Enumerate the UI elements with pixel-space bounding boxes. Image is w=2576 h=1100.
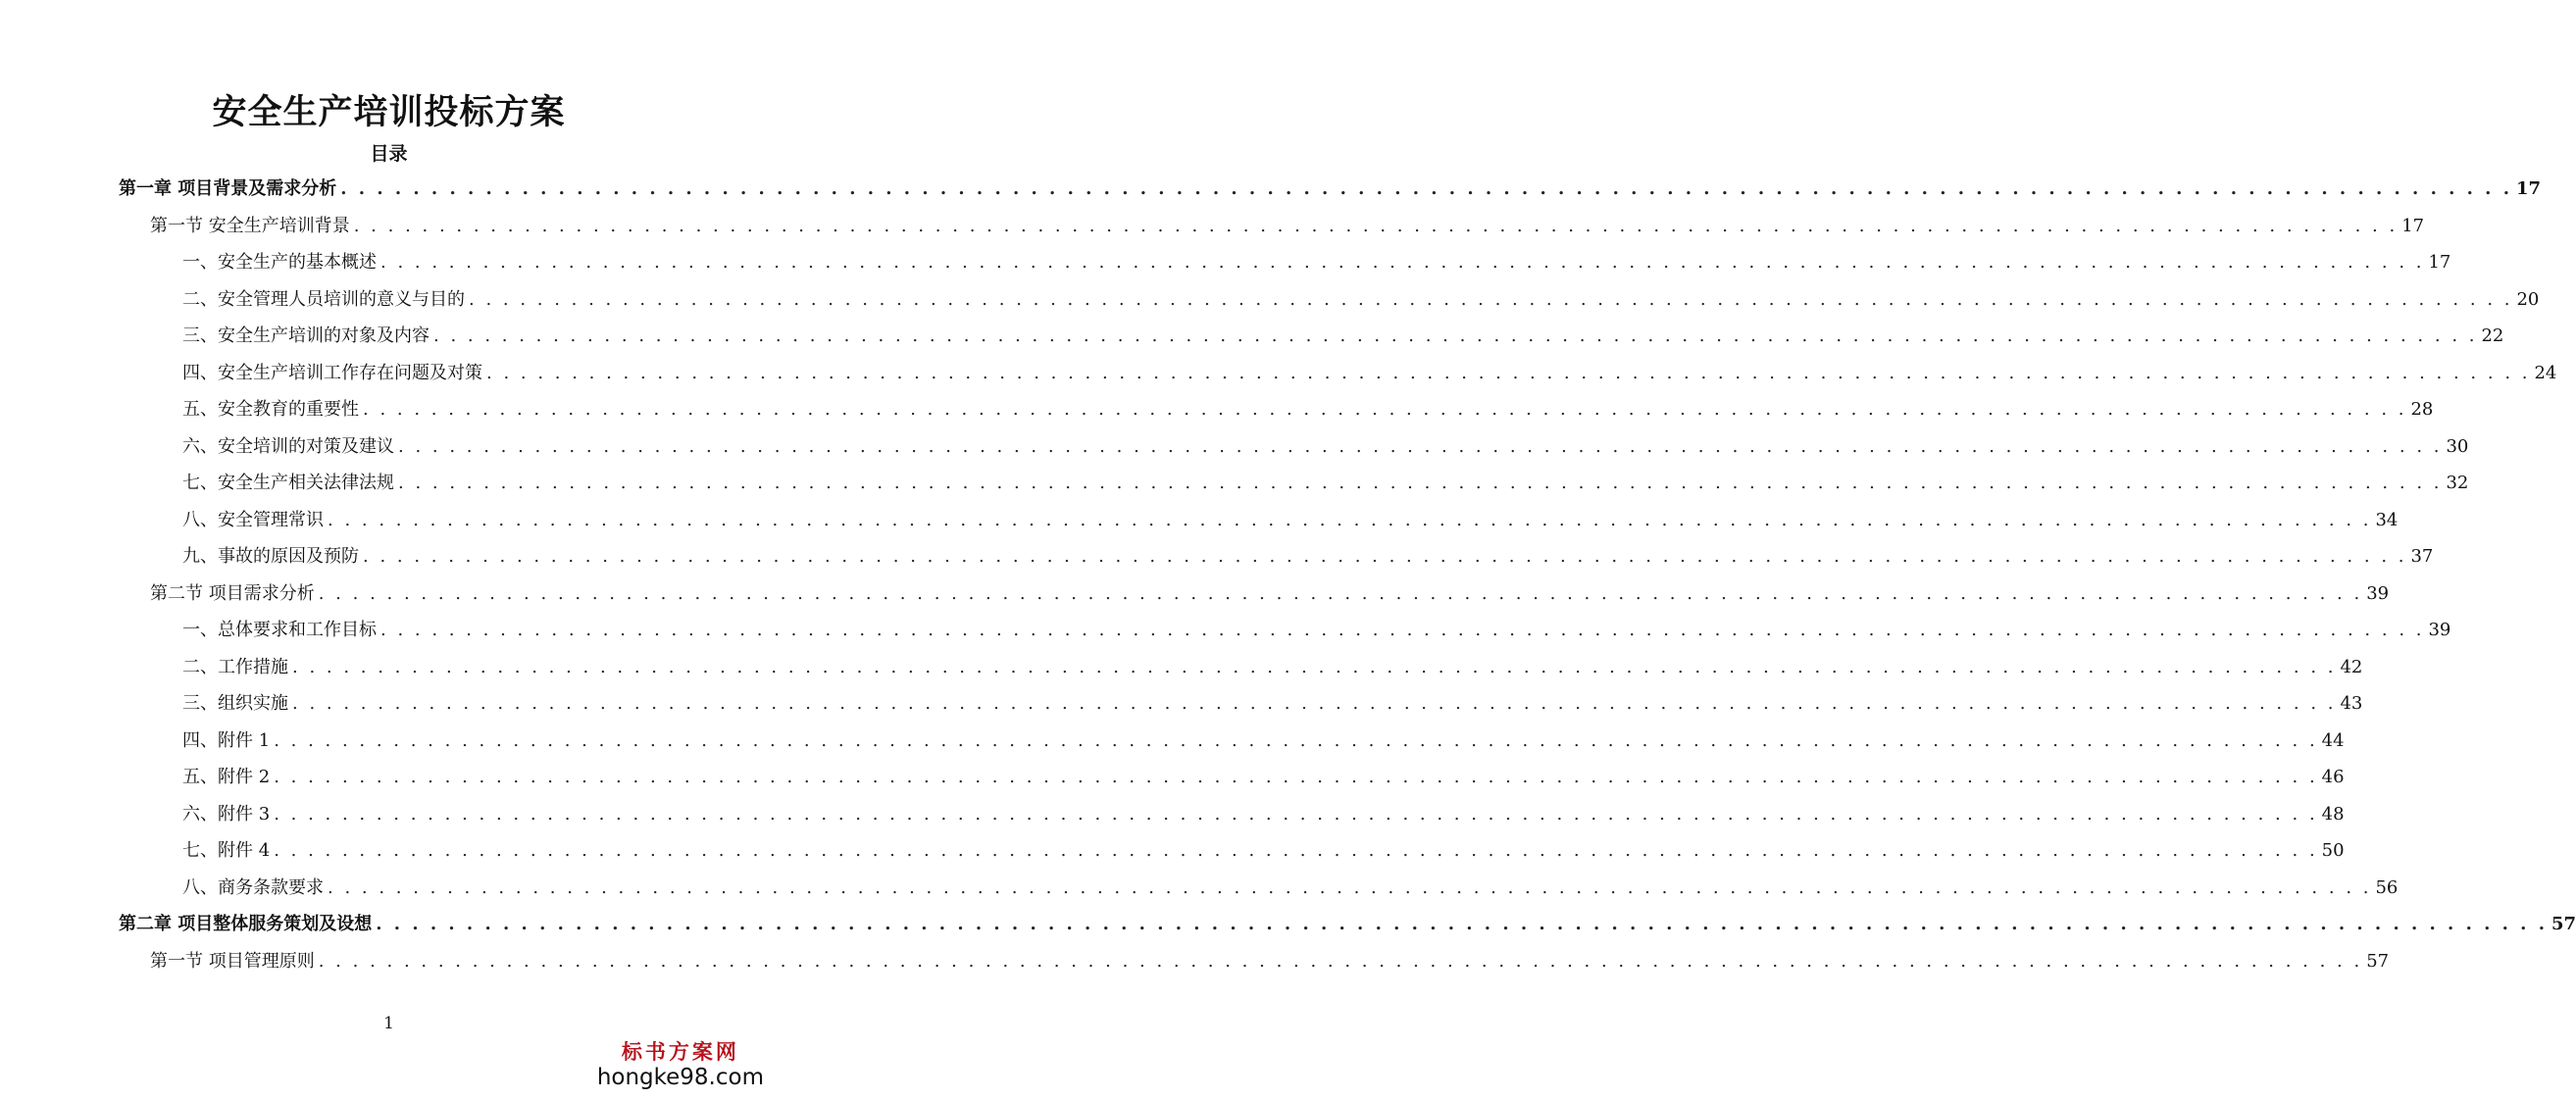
toc-dot-leader: . . . . . . . . . . . . . . . . . . . . . . . . . . . . . . . . . . . . . . . . . . . . . . . . . . . . . . . . . . . . . . . . . . . . . . . . . . . . . . . . . . . . . . . . . . . . . . . . . . . . . . . . . . . . . . . . . . . . . . . . bbox=[328, 509, 2372, 530]
watermark-url: hongke98.com bbox=[596, 1065, 764, 1090]
toc-entry-page: 24 bbox=[2534, 362, 2557, 383]
toc-dot-leader: . . . . . . . . . . . . . . . . . . . . . . . . . . . . . . . . . . . . . . . . . . . . . . . . . . . . . . . . . . . . . . . . . . . . . . . . . . . . . . . . . . . . . . . . . . . . . . . . . . . . . . . . . . . . . . . . . . . . . . . . bbox=[274, 729, 2318, 751]
toc-entry-page: 28 bbox=[2410, 399, 2434, 420]
toc-entry-page: 32 bbox=[2446, 473, 2469, 493]
toc-entry[interactable] bbox=[182, 429, 2469, 465]
toc-entry-label: 五、附件 2 bbox=[182, 767, 271, 787]
toc-entry[interactable] bbox=[182, 797, 2345, 832]
toc-entry-label: 八、商务条款要求 bbox=[182, 876, 324, 898]
toc-entry[interactable] bbox=[182, 392, 2434, 427]
toc-dot-leader: . . . . . . . . . . . . . . . . . . . . . . . . . . . . . . . . . . . . . . . . . . . . . . . . . . . . . . . . . . . . . . . . . . . . . . . . . . . . . . . . . . . . . . . . . . . . . . . . . . . . . . . . . . . . . . . . . . . . . . . . bbox=[353, 215, 2399, 236]
toc-entry-label: 五、安全教育的重要性 bbox=[182, 399, 359, 420]
document-title: 安全生产培训投标方案 bbox=[212, 92, 566, 132]
toc-dot-leader: . . . . . . . . . . . . . . . . . . . . . . . . . . . . . . . . . . . . . . . . . . . . . . . . . . . . . . . . . . . . . . . . . . . . . . . . . . . . . . . . . . . . . . . . . . . . . . . . . . . . . . . . . . . . . . . . . . . . . . . . bbox=[318, 950, 2363, 972]
toc-entry-label: 八、安全管理常识 bbox=[182, 509, 324, 530]
toc-entry-label: 第二章 项目整体服务策划及设想 bbox=[119, 914, 373, 934]
toc-entry-page: 43 bbox=[2340, 693, 2363, 714]
toc-entry-page: 57 bbox=[2366, 950, 2390, 972]
toc-entry[interactable] bbox=[182, 760, 2345, 795]
toc-entry-label: 四、附件 1 bbox=[182, 729, 271, 751]
toc-entry-page: 50 bbox=[2321, 840, 2345, 861]
toc-entry[interactable] bbox=[182, 650, 2363, 685]
toc-entry[interactable] bbox=[182, 466, 2469, 501]
toc-entry[interactable] bbox=[182, 319, 2504, 354]
toc-entry-page: 57 bbox=[2551, 914, 2576, 934]
toc-entry-label: 七、附件 4 bbox=[182, 840, 271, 861]
toc-dot-leader: . . . . . . . . . . . . . . . . . . . . . . . . . . . . . . . . . . . . . . . . . . . . . . . . . . . . . . . . . . . . . . . . . . . . . . . . . . . . . . . . . . . . . . . . . . . . . . . . . . . . . . . . . . . . . . . . . . . . . . . . bbox=[274, 803, 2318, 825]
toc-entry-label: 二、工作措施 bbox=[182, 656, 288, 677]
toc-entry[interactable] bbox=[182, 245, 2451, 280]
toc-dot-leader: . . . . . . . . . . . . . . . . . . . . . . . . . . . . . . . . . . . . . . . . . . . . . . . . . . . . . . . . . . . . . . . . . . . . . . . . . . . . . . . . . . . . . . . . . . . . . . . . . . . . . . . . . . . . . . . . . . . . . . . . bbox=[398, 435, 2443, 457]
toc-entry-label: 四、安全生产培训工作存在问题及对策 bbox=[182, 362, 482, 383]
toc-entry-page: 17 bbox=[2401, 215, 2425, 236]
toc-entry-label: 三、安全生产培训的对象及内容 bbox=[182, 325, 429, 346]
toc-entry-label: 六、附件 3 bbox=[182, 803, 271, 825]
toc-entry-label: 一、总体要求和工作目标 bbox=[182, 620, 377, 640]
toc-entry[interactable] bbox=[182, 503, 2399, 538]
toc-entry-label: 第一章 项目背景及需求分析 bbox=[119, 178, 337, 199]
toc-entry[interactable] bbox=[119, 172, 2542, 207]
toc-entry-page: 39 bbox=[2428, 620, 2451, 640]
toc-dot-leader: . . . . . . . . . . . . . . . . . . . . . . . . . . . . . . . . . . . . . . . . . . . . . . . . . . . . . . . . . . . . . . . . . . . . . . . . . . . . . . . . . . . . . . . . . . . . . . . . . . . . . . . . . . . . . . . . . . . . . . . . bbox=[486, 362, 2531, 383]
toc-entry-page: 46 bbox=[2321, 767, 2345, 787]
toc-entry-page: 39 bbox=[2366, 582, 2390, 604]
toc-entry[interactable] bbox=[182, 833, 2345, 869]
toc-entry-page: 44 bbox=[2321, 729, 2345, 751]
toc-dot-leader: . . . . . . . . . . . . . . . . . . . . . . . . . . . . . . . . . . . . . . . . . . . . . . . . . . . . . . . . . . . . . . . . . . . . . . . . . . . . . . . . . . . . . . . . . . . . . . . . . . . . . . . . . . . . . . . . . . . . . . . . bbox=[376, 914, 2548, 934]
toc-dot-leader: . . . . . . . . . . . . . . . . . . . . . . . . . . . . . . . . . . . . . . . . . . . . . . . . . . . . . . . . . . . . . . . . . . . . . . . . . . . . . . . . . . . . . . . . . . . . . . . . . . . . . . . . . . . . . . . . . . . . . . . . bbox=[340, 178, 2512, 199]
toc-dot-leader: . . . . . . . . . . . . . . . . . . . . . . . . . . . . . . . . . . . . . . . . . . . . . . . . . . . . . . . . . . . . . . . . . . . . . . . . . . . . . . . . . . . . . . . . . . . . . . . . . . . . . . . . . . . . . . . . . . . . . . . . bbox=[398, 473, 2443, 493]
toc-entry-page: 30 bbox=[2446, 435, 2469, 457]
toc-entry[interactable] bbox=[182, 724, 2345, 759]
toc-entry[interactable] bbox=[182, 613, 2451, 648]
toc-entry[interactable] bbox=[182, 356, 2557, 391]
toc-entry-label: 第一节 安全生产培训背景 bbox=[150, 215, 350, 236]
toc-entry[interactable] bbox=[182, 686, 2363, 722]
toc-entry-label: 六、安全培训的对策及建议 bbox=[182, 435, 394, 457]
toc-entry[interactable] bbox=[182, 871, 2399, 906]
toc-entry[interactable] bbox=[150, 576, 2390, 612]
toc-entry-label: 七、安全生产相关法律法规 bbox=[182, 473, 394, 493]
toc-entry-page: 20 bbox=[2516, 288, 2540, 310]
toc-dot-leader: . . . . . . . . . . . . . . . . . . . . . . . . . . . . . . . . . . . . . . . . . . . . . . . . . . . . . . . . . . . . . . . . . . . . . . . . . . . . . . . . . . . . . . . . . . . . . . . . . . . . . . . . . . . . . . . . . . . . . . . . bbox=[328, 876, 2372, 898]
toc-entry-page: 17 bbox=[2428, 252, 2451, 273]
toc-dot-leader: . . . . . . . . . . . . . . . . . . . . . . . . . . . . . . . . . . . . . . . . . . . . . . . . . . . . . . . . . . . . . . . . . . . . . . . . . . . . . . . . . . . . . . . . . . . . . . . . . . . . . . . . . . . . . . . . . . . . . . . . bbox=[363, 546, 2407, 567]
toc-dot-leader: . . . . . . . . . . . . . . . . . . . . . . . . . . . . . . . . . . . . . . . . . . . . . . . . . . . . . . . . . . . . . . . . . . . . . . . . . . . . . . . . . . . . . . . . . . . . . . . . . . . . . . . . . . . . . . . . . . . . . . . . bbox=[292, 656, 2337, 677]
toc-dot-leader: . . . . . . . . . . . . . . . . . . . . . . . . . . . . . . . . . . . . . . . . . . . . . . . . . . . . . . . . . . . . . . . . . . . . . . . . . . . . . . . . . . . . . . . . . . . . . . . . . . . . . . . . . . . . . . . . . . . . . . . . bbox=[380, 620, 2425, 640]
toc-dot-leader: . . . . . . . . . . . . . . . . . . . . . . . . . . . . . . . . . . . . . . . . . . . . . . . . . . . . . . . . . . . . . . . . . . . . . . . . . . . . . . . . . . . . . . . . . . . . . . . . . . . . . . . . . . . . . . . . . . . . . . . . bbox=[380, 252, 2425, 273]
toc-dot-leader: . . . . . . . . . . . . . . . . . . . . . . . . . . . . . . . . . . . . . . . . . . . . . . . . . . . . . . . . . . . . . . . . . . . . . . . . . . . . . . . . . . . . . . . . . . . . . . . . . . . . . . . . . . . . . . . . . . . . . . . . bbox=[363, 399, 2407, 420]
toc-entry-label: 二、安全管理人员培训的意义与目的 bbox=[182, 288, 465, 310]
toc-entry-label: 一、安全生产的基本概述 bbox=[182, 252, 377, 273]
toc-entry-label: 九、事故的原因及预防 bbox=[182, 546, 359, 567]
toc-entry-page: 42 bbox=[2340, 656, 2363, 677]
toc-entry[interactable] bbox=[182, 282, 2540, 318]
toc-entry-page: 56 bbox=[2375, 876, 2399, 898]
toc-entry-page: 17 bbox=[2515, 178, 2542, 199]
toc-entry[interactable] bbox=[119, 907, 2576, 942]
toc-entry-page: 34 bbox=[2375, 509, 2399, 530]
toc-dot-leader: . . . . . . . . . . . . . . . . . . . . . . . . . . . . . . . . . . . . . . . . . . . . . . . . . . . . . . . . . . . . . . . . . . . . . . . . . . . . . . . . . . . . . . . . . . . . . . . . . . . . . . . . . . . . . . . . . . . . . . . . bbox=[274, 767, 2318, 787]
toc-entry[interactable] bbox=[150, 209, 2425, 244]
toc-heading: 目录 bbox=[370, 143, 408, 165]
toc-dot-leader: . . . . . . . . . . . . . . . . . . . . . . . . . . . . . . . . . . . . . . . . . . . . . . . . . . . . . . . . . . . . . . . . . . . . . . . . . . . . . . . . . . . . . . . . . . . . . . . . . . . . . . . . . . . . . . . . . . . . . . . . bbox=[318, 582, 2363, 604]
toc-entry[interactable] bbox=[150, 944, 2390, 979]
toc-dot-leader: . . . . . . . . . . . . . . . . . . . . . . . . . . . . . . . . . . . . . . . . . . . . . . . . . . . . . . . . . . . . . . . . . . . . . . . . . . . . . . . . . . . . . . . . . . . . . . . . . . . . . . . . . . . . . . . . . . . . . . . . bbox=[274, 840, 2318, 861]
toc-entry-label: 第二节 项目需求分析 bbox=[150, 582, 315, 604]
toc-entry-page: 22 bbox=[2481, 325, 2504, 346]
watermark-text: 标书方案网 bbox=[621, 1039, 739, 1064]
toc-dot-leader: . . . . . . . . . . . . . . . . . . . . . . . . . . . . . . . . . . . . . . . . . . . . . . . . . . . . . . . . . . . . . . . . . . . . . . . . . . . . . . . . . . . . . . . . . . . . . . . . . . . . . . . . . . . . . . . . . . . . . . . . bbox=[469, 288, 2513, 310]
page-number: 1 bbox=[383, 1014, 394, 1033]
watermark-logo bbox=[597, 1039, 764, 1090]
toc-entry-label: 第一节 项目管理原则 bbox=[150, 950, 315, 972]
toc-entry-page: 48 bbox=[2321, 803, 2345, 825]
toc-dot-leader: . . . . . . . . . . . . . . . . . . . . . . . . . . . . . . . . . . . . . . . . . . . . . . . . . . . . . . . . . . . . . . . . . . . . . . . . . . . . . . . . . . . . . . . . . . . . . . . . . . . . . . . . . . . . . . . . . . . . . . . . bbox=[292, 693, 2337, 714]
toc-entry-page: 37 bbox=[2410, 546, 2434, 567]
toc-entry[interactable] bbox=[182, 539, 2434, 575]
toc-dot-leader: . . . . . . . . . . . . . . . . . . . . . . . . . . . . . . . . . . . . . . . . . . . . . . . . . . . . . . . . . . . . . . . . . . . . . . . . . . . . . . . . . . . . . . . . . . . . . . . . . . . . . . . . . . . . . . . . . . . . . . . . bbox=[433, 325, 2478, 346]
toc-entry-label: 三、组织实施 bbox=[182, 693, 288, 714]
